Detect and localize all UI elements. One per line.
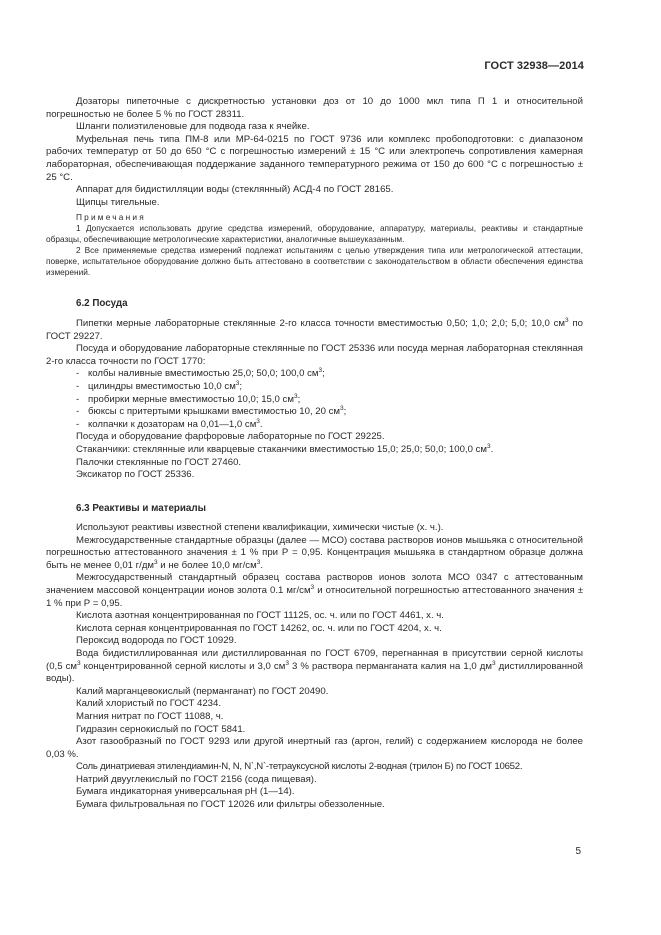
paragraph-sulfuric-acid: Кислота серная концентрированная по ГОСТ 14262, ос. ч. или по ГОСТ 4204, х. ч.: [76, 622, 442, 634]
paragraph-porcelain: Посуда и оборудование фарфоровые лабораторные по ГОСТ 29225.: [76, 431, 385, 443]
intro-block: [46, 96, 583, 278]
page-number: 5: [575, 846, 581, 857]
paragraph-dispensers: Дозаторы пипеточные с дискретностью установки доз от 10 до 1000 мкл типа П 1 и относительной погрешностью не более 5 % по ГОСТ 28311.: [46, 96, 583, 120]
section-6-2: [46, 298, 583, 482]
paragraph-hoses: Шланги полиэтиленовые для подвода газа к ячейке.: [76, 121, 310, 133]
list-item: - колбы наливные вместимостью 25,0; 50,0; 100,0 $см^3$;: [76, 367, 325, 380]
paragraph-bicarbonate: Натрий двууглекислый по ГОСТ 2156 (сода пищевая).: [76, 773, 317, 785]
paragraph-arsenic-standard: Межгосударственные стандартные образцы (далее — МСО) состава растворов ионов мышьяка с относительной погрешностью аттестованного значения ± 1 % при Р = 0,95. Концентрация мышьяка в стандартном образце должна быть не менее 0,01 $г/дм^3$ и не более 10,0 $мг/см^3$.: [46, 534, 583, 571]
standard-header: ГОСТ 32938—2014: [484, 60, 584, 72]
paragraph-glassware: Посуда и оборудование лабораторные стеклянные по ГОСТ 25336 или посуда мерная лабораторная стеклянная 2-го класса точности по ГОСТ 1770:: [46, 343, 583, 367]
list-item: - пробирки мерные вместимостью 10,0; 15,0 $см^3$;: [76, 392, 301, 405]
list-item: - цилиндры вместимостью 10,0 $см^3$;: [76, 379, 243, 392]
notes-heading: Примечания: [76, 212, 146, 223]
paragraph-tongs: Щипцы тигельные.: [76, 196, 160, 208]
paragraph-desiccator: Эксикатор по ГОСТ 25336.: [76, 469, 195, 481]
paragraph-gold-standard: Межгосударственный стандартный образец состава растворов ионов золота МСО 0347 с аттестованным значением массовой концентрации ионов золота 0.1 $мг/см^3$ и относительной погрешностью аттестованного значения ± 1 % при Р = 0,95.: [46, 572, 583, 609]
paragraph-rods: Палочки стеклянные по ГОСТ 27460.: [76, 456, 242, 468]
paragraph-beakers: Стаканчики: стеклянные или кварцевые стаканчики вместимостью 15,0; 25,0; 50,0; 100,0 $см^3$.: [76, 442, 494, 455]
paragraph-edta: Соль динатриевая этилендиамин-N, N, N`,N`-тетрауксусной кислоты 2-водная (трилон Б) по ГОСТ 10652.: [76, 761, 523, 773]
paragraph-distiller: Аппарат для бидистилляции воды (стеклянный) АСД-4 по ГОСТ 28165.: [76, 184, 394, 196]
list-item: - колпачки к дозаторам на 0,01—1,0 $см^3$.: [76, 417, 263, 430]
section-title: 6.3 Реактивы и материалы: [76, 503, 206, 514]
paragraph-indicator-paper: Бумага индикаторная универсальная pH (1—14).: [76, 786, 295, 798]
paragraph-pipettes: Пипетки мерные лабораторные стеклянные 2-го класса точности вместимостью 0,50; 1,0; 2,0; 5,0; 10,0 $см^3$ по ГОСТ 29227.: [46, 317, 583, 342]
section-6-3: [46, 503, 583, 812]
paragraph-filter-paper: Бумага фильтровальная по ГОСТ 12026 или фильтры обеззоленные.: [76, 799, 385, 811]
paragraph-reagents: Используют реактивы известной степени квалификации, химически чистые (х. ч.).: [76, 522, 444, 533]
paragraph-hydrazine: Гидразин сернокислый по ГОСТ 5841.: [76, 723, 246, 735]
section-title: 6.2 Посуда: [76, 298, 128, 309]
paragraph-peroxide: Пероксид водорода по ГОСТ 10929.: [76, 635, 237, 647]
paragraph-nitric-acid: Кислота азотная концентрированная по ГОСТ 11125, ос. ч. или по ГОСТ 4461, х. ч.: [76, 610, 444, 622]
paragraph-permanganate: Калий марганцевокислый (перманганат) по ГОСТ 20490.: [76, 685, 329, 697]
paragraph-kcl: Калий хлористый по ГОСТ 4234.: [76, 698, 222, 710]
paragraph-water: Вода бидистиллированная или дистиллированная по ГОСТ 6709, перегнанная в присутствии серной кислоты (0,5 $см^3$ концентрированной серной кислоты и 3,0 $см^3$ 3 % раствора перманганата калия на 1,0 $дм^3$ дистиллированной воды).: [46, 647, 583, 685]
list-item: - бюксы с притертыми крышками вместимостью 10, 20 $см^3$;: [76, 405, 347, 418]
paragraph-nitrogen: Азот газообразный по ГОСТ 9293 или другой инертный газ (аргон, гелий) с содержанием кислорода не более 0,03 %.: [46, 736, 583, 760]
note-2: 2 Все применяемые средства измерений подлежат испытаниям с целью утверждения типа или метрологической аттестации, поверке, испытательное оборудование должно быть аттестовано в соответствии с законодательством в области обеспечения единства измерений.: [46, 245, 583, 278]
note-1: 1 Допускается использовать другие средства измерений, оборудование, аппаратуру, материалы, реактивы и стандартные образцы, обеспечивающие метрологические характеристики, аналогичные вышеуказанным.: [46, 223, 583, 245]
paragraph-mg-nitrate: Магния нитрат по ГОСТ 11088, ч.: [76, 710, 224, 722]
paragraph-furnace: Муфельная печь типа ПМ-8 или МР-64-0215 по ГОСТ 9736 или комплекс пробоподготовки: с диапазоном рабочих температур от 50 до 650 °С с погрешностью измерений ± 15 °С или электропечь сопротивления камерная лабораторная, обеспечивающая поддержание заданного температурного режима от 150 до 600 °С с погрешностью ± 25 °С.: [46, 133, 583, 183]
